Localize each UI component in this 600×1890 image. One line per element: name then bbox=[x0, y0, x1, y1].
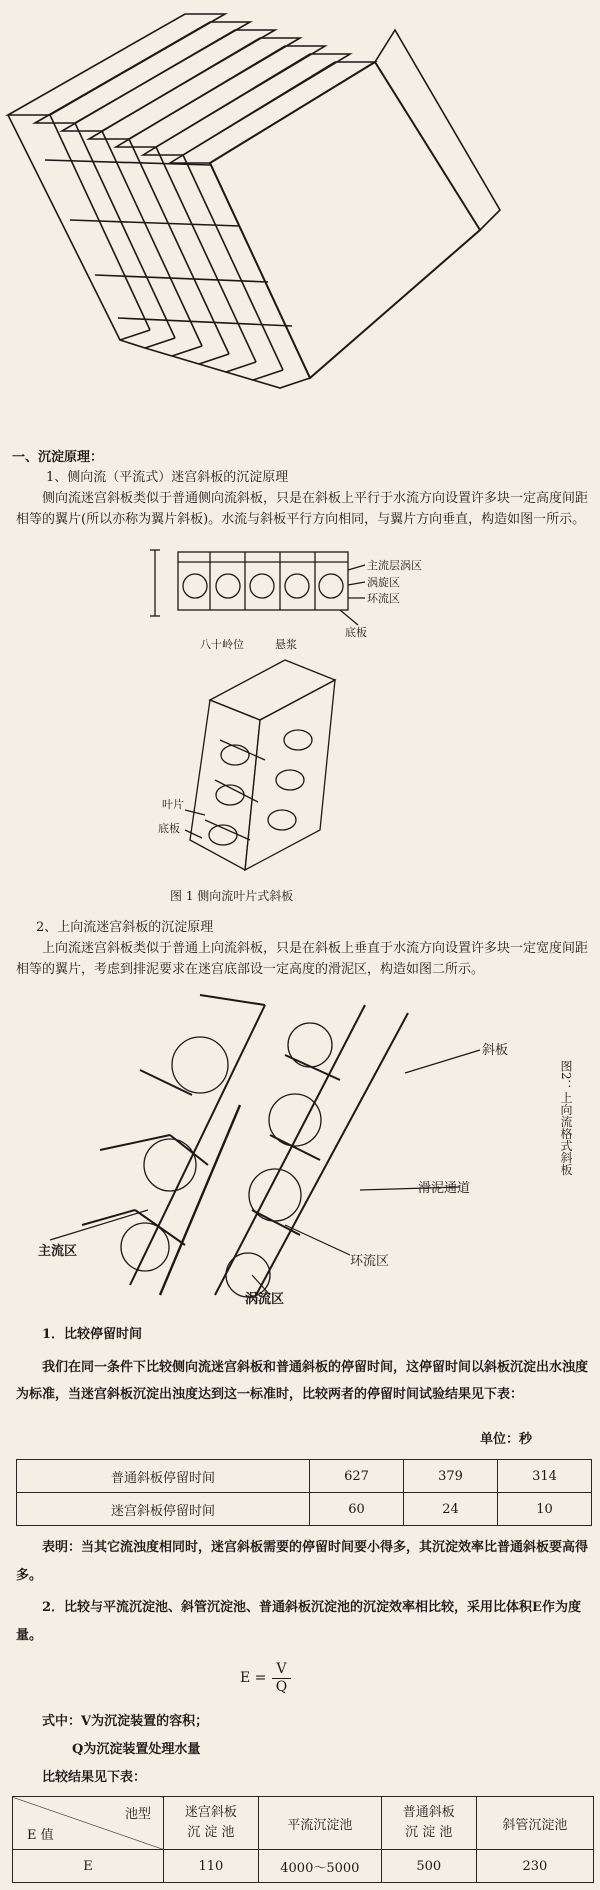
fig2-label-plate: 斜板 bbox=[482, 1043, 509, 1058]
comp1-body: 我们在同一条件下比较侧向流迷宫斜板和普通斜板的停留时间，这停留时间以斜板沉淀出水浊度为标准，当迷宫斜板沉淀出浊度达到这一标准时，比较两者的停留时间试验结果见下表： bbox=[16, 1360, 589, 1402]
section-heading: 一、沉淀原理： bbox=[12, 450, 104, 465]
row-label: E bbox=[13, 1850, 164, 1883]
sub1-title: 1、侧向流（平流式）迷宫斜板的沉淀原理 bbox=[46, 470, 289, 485]
figure-2-diagram bbox=[20, 985, 590, 1315]
fig1-label-bottom-left: 八十岭位 bbox=[200, 638, 244, 651]
figure-1-diagram bbox=[150, 540, 480, 920]
stacked-plates-figure bbox=[0, 0, 600, 440]
sub1-body: 侧向流迷宫斜板类似于普通侧向流斜板，只是在斜板上平行于水流方向设置许多块一定高度间距相等的翼片(所以亦称为翼片斜板)。水流与斜板平行方向相同，与翼片方向垂直，构造如图一所示。 bbox=[16, 491, 589, 527]
header-line: 普通斜板 bbox=[402, 1805, 455, 1820]
fig1-label-plate: 底板 bbox=[158, 822, 180, 835]
cell: 500 bbox=[381, 1850, 476, 1883]
plate-outline bbox=[8, 14, 375, 163]
comp1-title: 1．比较停留时间 bbox=[42, 1327, 143, 1342]
cell: 60 bbox=[310, 1493, 404, 1526]
cell: 627 bbox=[310, 1460, 404, 1493]
row-label: 迷宫斜板停留时间 bbox=[17, 1493, 310, 1526]
corner-cell bbox=[13, 1797, 164, 1850]
fig1-label-vortex: 涡旋区 bbox=[367, 576, 400, 589]
cell: 110 bbox=[164, 1850, 259, 1883]
fig2-label-ring: 环流区 bbox=[350, 1254, 390, 1269]
fig2-caption: 图2：上向流格式斜板 bbox=[559, 1060, 573, 1176]
header-line: 沉 淀 池 bbox=[187, 1825, 235, 1840]
fig1-label-bottom-mid: 悬浆 bbox=[275, 638, 297, 651]
residence-time-table bbox=[16, 1459, 592, 1526]
corner-bottom: E 值 bbox=[27, 1828, 54, 1843]
where-line-1: 式中：V为沉淀装置的容积； bbox=[42, 1714, 209, 1729]
cell: 24 bbox=[404, 1493, 498, 1526]
table-row bbox=[17, 1493, 592, 1526]
cell: 230 bbox=[476, 1850, 593, 1883]
sub2-body: 上向流迷宫斜板类似于普通上向流斜板，只是在斜板上垂直于水流方向设置许多块一定宽度间距相等的翼片，考虑到排泥要求在迷宫底部设一定高度的滑泥区，构造如图二所示。 bbox=[16, 941, 589, 977]
corner-top: 池型 bbox=[124, 1807, 151, 1822]
table-row bbox=[17, 1460, 592, 1493]
fig2-label-vortex: 涡流区 bbox=[245, 1292, 285, 1307]
cell: 314 bbox=[498, 1460, 592, 1493]
result-intro: 比较结果见下表： bbox=[42, 1770, 147, 1785]
cell: 379 bbox=[404, 1460, 498, 1493]
header-cell bbox=[381, 1797, 476, 1850]
sub2-title: 2、上向流迷宫斜板的沉淀原理 bbox=[36, 920, 214, 935]
comp2-title: 2．比较与平流沉淀池、斜管沉淀池、普通斜板沉淀池的沉淀效率相比较，采用比体积E作为度量。 bbox=[16, 1600, 581, 1643]
header-cell: 平流沉淀池 bbox=[258, 1797, 381, 1850]
fig2-label-main: 主流区 bbox=[38, 1244, 78, 1259]
efficiency-table bbox=[12, 1796, 594, 1883]
formula bbox=[240, 1658, 291, 1698]
header-line: 沉 淀 池 bbox=[405, 1825, 453, 1840]
fig1-caption: 图 1 侧向流叶片式斜板 bbox=[170, 889, 294, 903]
header-line: 迷宫斜板 bbox=[184, 1805, 237, 1820]
formula-lhs: E = bbox=[240, 1670, 267, 1686]
header-cell: 斜管沉淀池 bbox=[476, 1797, 593, 1850]
formula-numerator: V bbox=[272, 1661, 290, 1679]
fig2-label-slide: 滑泥通道 bbox=[418, 1181, 471, 1196]
conclusion-text: 表明：当其它流浊度相同时，迷宫斜板需要的停留时间要小得多，其沉淀效率比普通斜板要高得多。 bbox=[16, 1540, 589, 1583]
fig1-label-wing: 叶片 bbox=[162, 798, 184, 811]
row-label: 普通斜板停留时间 bbox=[17, 1460, 310, 1493]
formula-denominator: Q bbox=[275, 1678, 288, 1695]
cell: 10 bbox=[498, 1493, 592, 1526]
table-row bbox=[13, 1850, 594, 1883]
table-row bbox=[13, 1797, 594, 1850]
cell: 4000～5000 bbox=[258, 1850, 381, 1883]
fig1-label-main-layer: 主流层涡区 bbox=[367, 559, 422, 572]
fig1-label-eddy: 环流区 bbox=[367, 592, 400, 605]
where-line-2: Q为沉淀装置处理水量 bbox=[72, 1742, 201, 1757]
header-cell bbox=[164, 1797, 259, 1850]
fig1-label-base: 底板 bbox=[345, 626, 367, 639]
unit-label: 单位：秒 bbox=[480, 1432, 533, 1447]
